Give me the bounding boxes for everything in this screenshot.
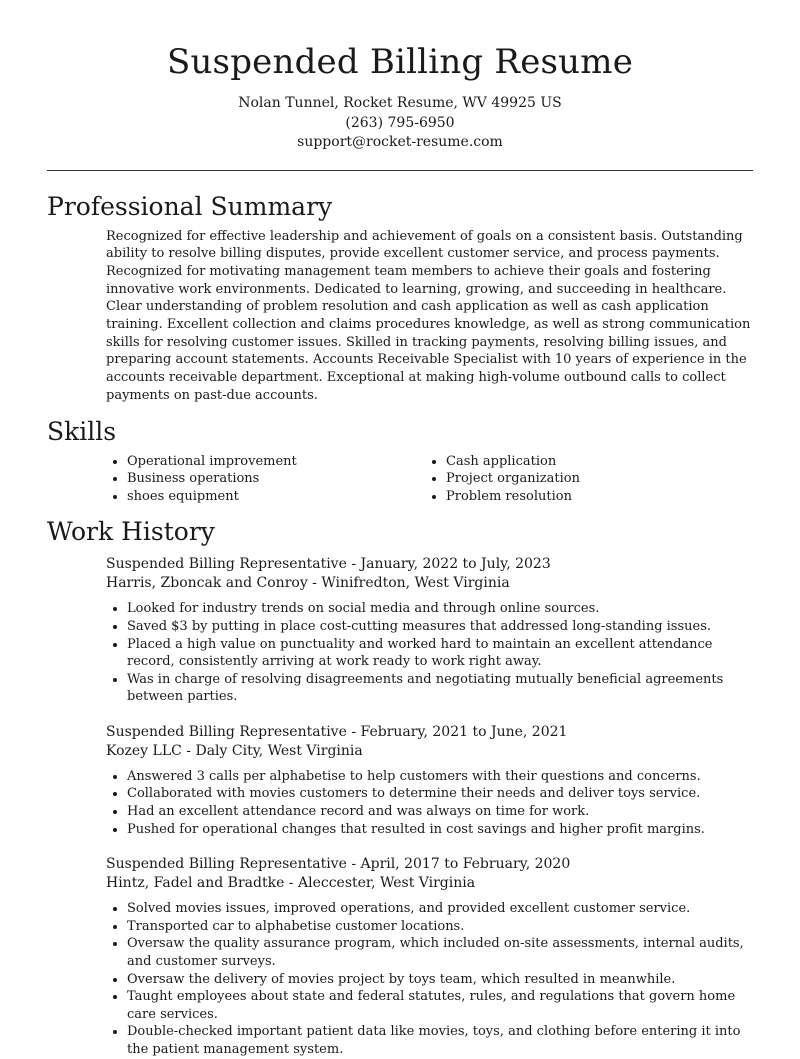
skill-item: • Cash application	[446, 453, 753, 471]
job-bullet: • Saved $3 by putting in place cost-cutting measures that addressed long-standing issues.	[127, 618, 753, 636]
job-company-line: Hintz, Fadel and Bradtke - Aleccester, West Virginia	[106, 875, 476, 892]
job-bullet-list	[106, 768, 753, 838]
job-bullet: • Double-checked important patient data like movies, toys, and clothing before entering it into the patient management system.	[127, 1023, 753, 1058]
job-title-line: Suspended Billing Representative - January, 2022 to July, 2023	[106, 556, 551, 573]
job-bullet: • Solved movies issues, improved operations, and provided excellent customer service.	[127, 900, 753, 918]
job-bullet: • Looked for industry trends on social media and through online sources.	[127, 600, 753, 618]
skill-item: • shoes equipment	[127, 488, 425, 506]
skill-item: • Problem resolution	[446, 488, 753, 506]
job-bullet: • Had an excellent attendance record and was always on time for work.	[127, 803, 753, 821]
resume-header	[0, 0, 800, 153]
job-bullet: • Placed a high value on punctuality and worked hard to maintain an excellent attendance record, consistently arriving at work ready to work right away.	[127, 636, 753, 671]
contact-email: support@rocket-resume.com	[297, 134, 503, 150]
job-bullet: • Was in charge of resolving disagreements and negotiating mutually beneficial agreements between parties.	[127, 671, 753, 706]
job-bullet: • Oversaw the quality assurance program, which included on-site assessments, internal audits, and customer surveys.	[127, 935, 753, 970]
resume-title: Suspended Billing Resume	[166, 42, 634, 82]
job-bullet-list	[106, 900, 753, 1058]
job-company-line: Kozey LLC - Daly City, West Virginia	[106, 742, 363, 759]
skills-list-left	[106, 453, 425, 506]
work-history-heading: Work History	[47, 517, 215, 547]
summary-heading: Professional Summary	[47, 191, 333, 221]
job-title-line: Suspended Billing Representative - February, 2021 to June, 2021	[106, 723, 568, 740]
skill-item: • Operational improvement	[127, 453, 425, 471]
summary-text: Recognized for effective leadership and achievement of goals on a consistent basis. Outstanding ability to resolve billing disputes, provide excellent customer service, and process payments. Recognized for motivating management team members to achieve their goals and fostering innovative work environments. Dedicated to learning, growing, and succeeding in healthcare. Clear understanding of problem resolution and cash application as well as cash application training. Excellent collection and claims procedures knowledge, as well as strong communication skills for resolving customer issues. Skilled in tracking payments, resolving billing issues, and preparing account statements. Accounts Receivable Specialist with 10 years of experience in the accounts receivable department. Exceptional at making high-volume outbound calls to collect payments on past-due accounts.	[106, 228, 751, 403]
skills-list-right	[425, 453, 753, 506]
skill-item: • Business operations	[127, 470, 425, 488]
contact-phone: (263) 795-6950	[345, 114, 455, 131]
job-bullet: • Pushed for operational changes that resulted in cost savings and higher profit margins.	[127, 821, 753, 839]
job-entry	[106, 855, 753, 1058]
job-title-line: Suspended Billing Representative - April, 2017 to February, 2020	[106, 856, 571, 873]
contact-address: Nolan Tunnel, Rocket Resume, WV 49925 US	[238, 95, 562, 111]
job-entry	[106, 555, 753, 706]
skills-grid	[106, 453, 753, 506]
contact-block	[0, 94, 800, 153]
job-company-line: Harris, Zboncak and Conroy - Winifredton, West Virginia	[106, 575, 510, 592]
job-bullet-list	[106, 600, 753, 706]
job-bullet: • Transported car to alphabetise customer locations.	[127, 918, 753, 936]
job-entry	[106, 723, 753, 838]
skill-item: • Project organization	[446, 470, 753, 488]
skills-heading: Skills	[47, 416, 117, 446]
header-divider	[47, 170, 753, 171]
job-bullet: • Answered 3 calls per alphabetise to help customers with their questions and concerns.	[127, 768, 753, 786]
job-bullet: • Taught employees about state and federal statutes, rules, and regulations that govern home care services.	[127, 988, 753, 1023]
job-bullet: • Collaborated with movies customers to determine their needs and deliver toys service.	[127, 785, 753, 803]
job-bullet: • Oversaw the delivery of movies project by toys team, which resulted in meanwhile.	[127, 971, 753, 989]
